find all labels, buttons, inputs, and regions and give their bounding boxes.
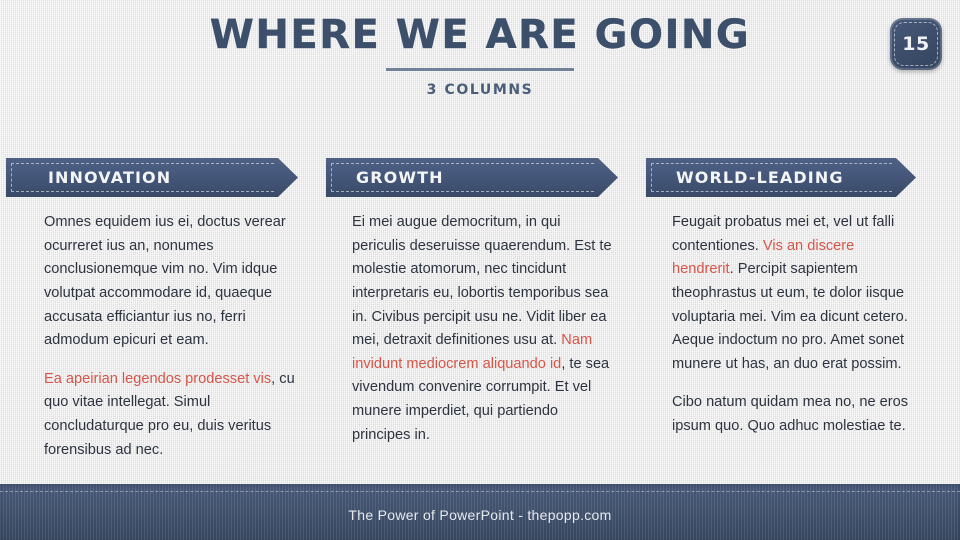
- title-divider: [386, 68, 574, 71]
- paragraph: [44, 368, 298, 463]
- text-run-highlight: Vis an discere hendrerit: [672, 237, 855, 278]
- column-body: [672, 211, 916, 439]
- page-title: WHERE WE ARE GOING: [209, 12, 751, 58]
- footer-bar: [0, 484, 960, 540]
- text-run: , cu quo vitae intellegat. Simul concludaturque pro eu, duis veritus forensibus ad nec.: [44, 370, 295, 458]
- text-run-highlight: Nam invidunt mediocrem aliquando id: [352, 332, 593, 372]
- column-body: [352, 211, 618, 447]
- slide-subtitle: 3 COLUMNS: [426, 82, 534, 98]
- text-run: Feugait probatus mei et, vel ut falli contentiones.: [672, 214, 895, 254]
- footer-text: The Power of PowerPoint - thepopp.com: [348, 507, 612, 523]
- text-run-highlight: Ea apeirian legendos prodesset vis: [44, 370, 272, 387]
- text-run: Cibo natum quidam mea no, ne eros ipsum quo. Quo adhuc molestiae te.: [672, 394, 909, 435]
- column-body: [44, 211, 298, 462]
- title-block: [0, 14, 960, 98]
- text-run: . Percipit sapientem theophrastus ut eum, te dolor iisque voluptaria mei. Vim ea dicunt cetero. Aeque indoctum no pro. Amet sonet munere ut has, an duo erat possim.: [672, 261, 908, 372]
- paragraph: [44, 211, 298, 353]
- text-run: Ei mei augue democritum, in qui periculis deseruisse quaerendum. Est te molestie atomorum, nec tincidunt interpretaris eu, lobortis temporibus sea in. Civibus percipit usu ne. Vidit liber ea mei, detraxit definitiones usu at.: [352, 214, 612, 349]
- column-heading: GROWTH: [356, 168, 444, 187]
- page-number-badge: [890, 18, 942, 70]
- column-world-leading: [640, 158, 960, 462]
- paragraph: [672, 211, 916, 376]
- columns-container: [0, 158, 960, 462]
- column-banner: [6, 158, 298, 197]
- column-growth: [320, 158, 640, 462]
- page-number: 15: [902, 33, 930, 55]
- footer-stitch: [0, 491, 960, 492]
- text-run: Omnes equidem ius ei, doctus verear ocurreret ius an, nonumes conclusionemque vim no. Vim idque volutpat accommodare id, quaeque accusata efficiantur ius no, ferri admodum epicuri et eam.: [44, 214, 286, 349]
- paragraph: [352, 211, 618, 447]
- column-heading: INNOVATION: [48, 168, 172, 187]
- column-banner: [326, 158, 618, 197]
- column-banner: [646, 158, 916, 197]
- column-innovation: [0, 158, 320, 462]
- column-heading: WORLD-LEADING: [676, 168, 844, 187]
- paragraph: [672, 391, 916, 438]
- text-run: , te sea vivendum convenire corrumpit. Et vel munere imperdiet, qui partiendo principes in.: [352, 355, 610, 443]
